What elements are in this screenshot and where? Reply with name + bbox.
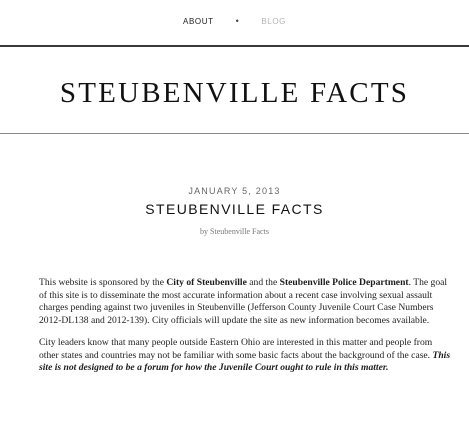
paragraph-background <box>39 337 451 375</box>
byline-prefix: by <box>200 227 209 236</box>
p2-text-1: City leaders know that many people outside Eastern Ohio are interested in this matter and people from other states and countries may not be familiar with some basic facts about the background of the case. <box>39 337 433 361</box>
post-body <box>39 277 451 385</box>
site-header <box>0 45 469 134</box>
police-department-text: Steubenville Police Department <box>279 277 409 288</box>
p1-text-2: and the <box>246 277 280 288</box>
p1-text-3: . The goal of this site is to disseminate the most accurate information about a recent case involving sexual assault charges pending against two juveniles in Steubenville (Jefferson County Juvenile Court Case Numbers 2012-DL138 and 2012-139). City officials will update the site as new information becomes available. <box>39 277 448 326</box>
site-title-link[interactable]: STEUBENVILLE FACTS <box>59 76 410 109</box>
p2-emphasis-text: This site is not designed to be a forum for how the Juvenile Court ought to rule in this matter. <box>39 349 451 373</box>
city-of-steubenville-text: City of Steubenville <box>166 277 247 288</box>
top-navigation <box>0 0 469 45</box>
paragraph-sponsorship <box>39 277 451 327</box>
nav-separator: • <box>235 16 240 26</box>
nav-blog-link[interactable]: BLOG <box>261 16 286 26</box>
post-date: JANUARY 5, 2013 <box>188 186 281 196</box>
post-title: STEUBENVILLE FACTS <box>145 201 324 217</box>
post-byline <box>0 227 469 236</box>
author-link[interactable]: Steubenville Facts <box>210 227 269 236</box>
nav-about-link[interactable]: ABOUT <box>183 16 214 26</box>
p1-text-1: This website is sponsored by the <box>39 277 167 288</box>
